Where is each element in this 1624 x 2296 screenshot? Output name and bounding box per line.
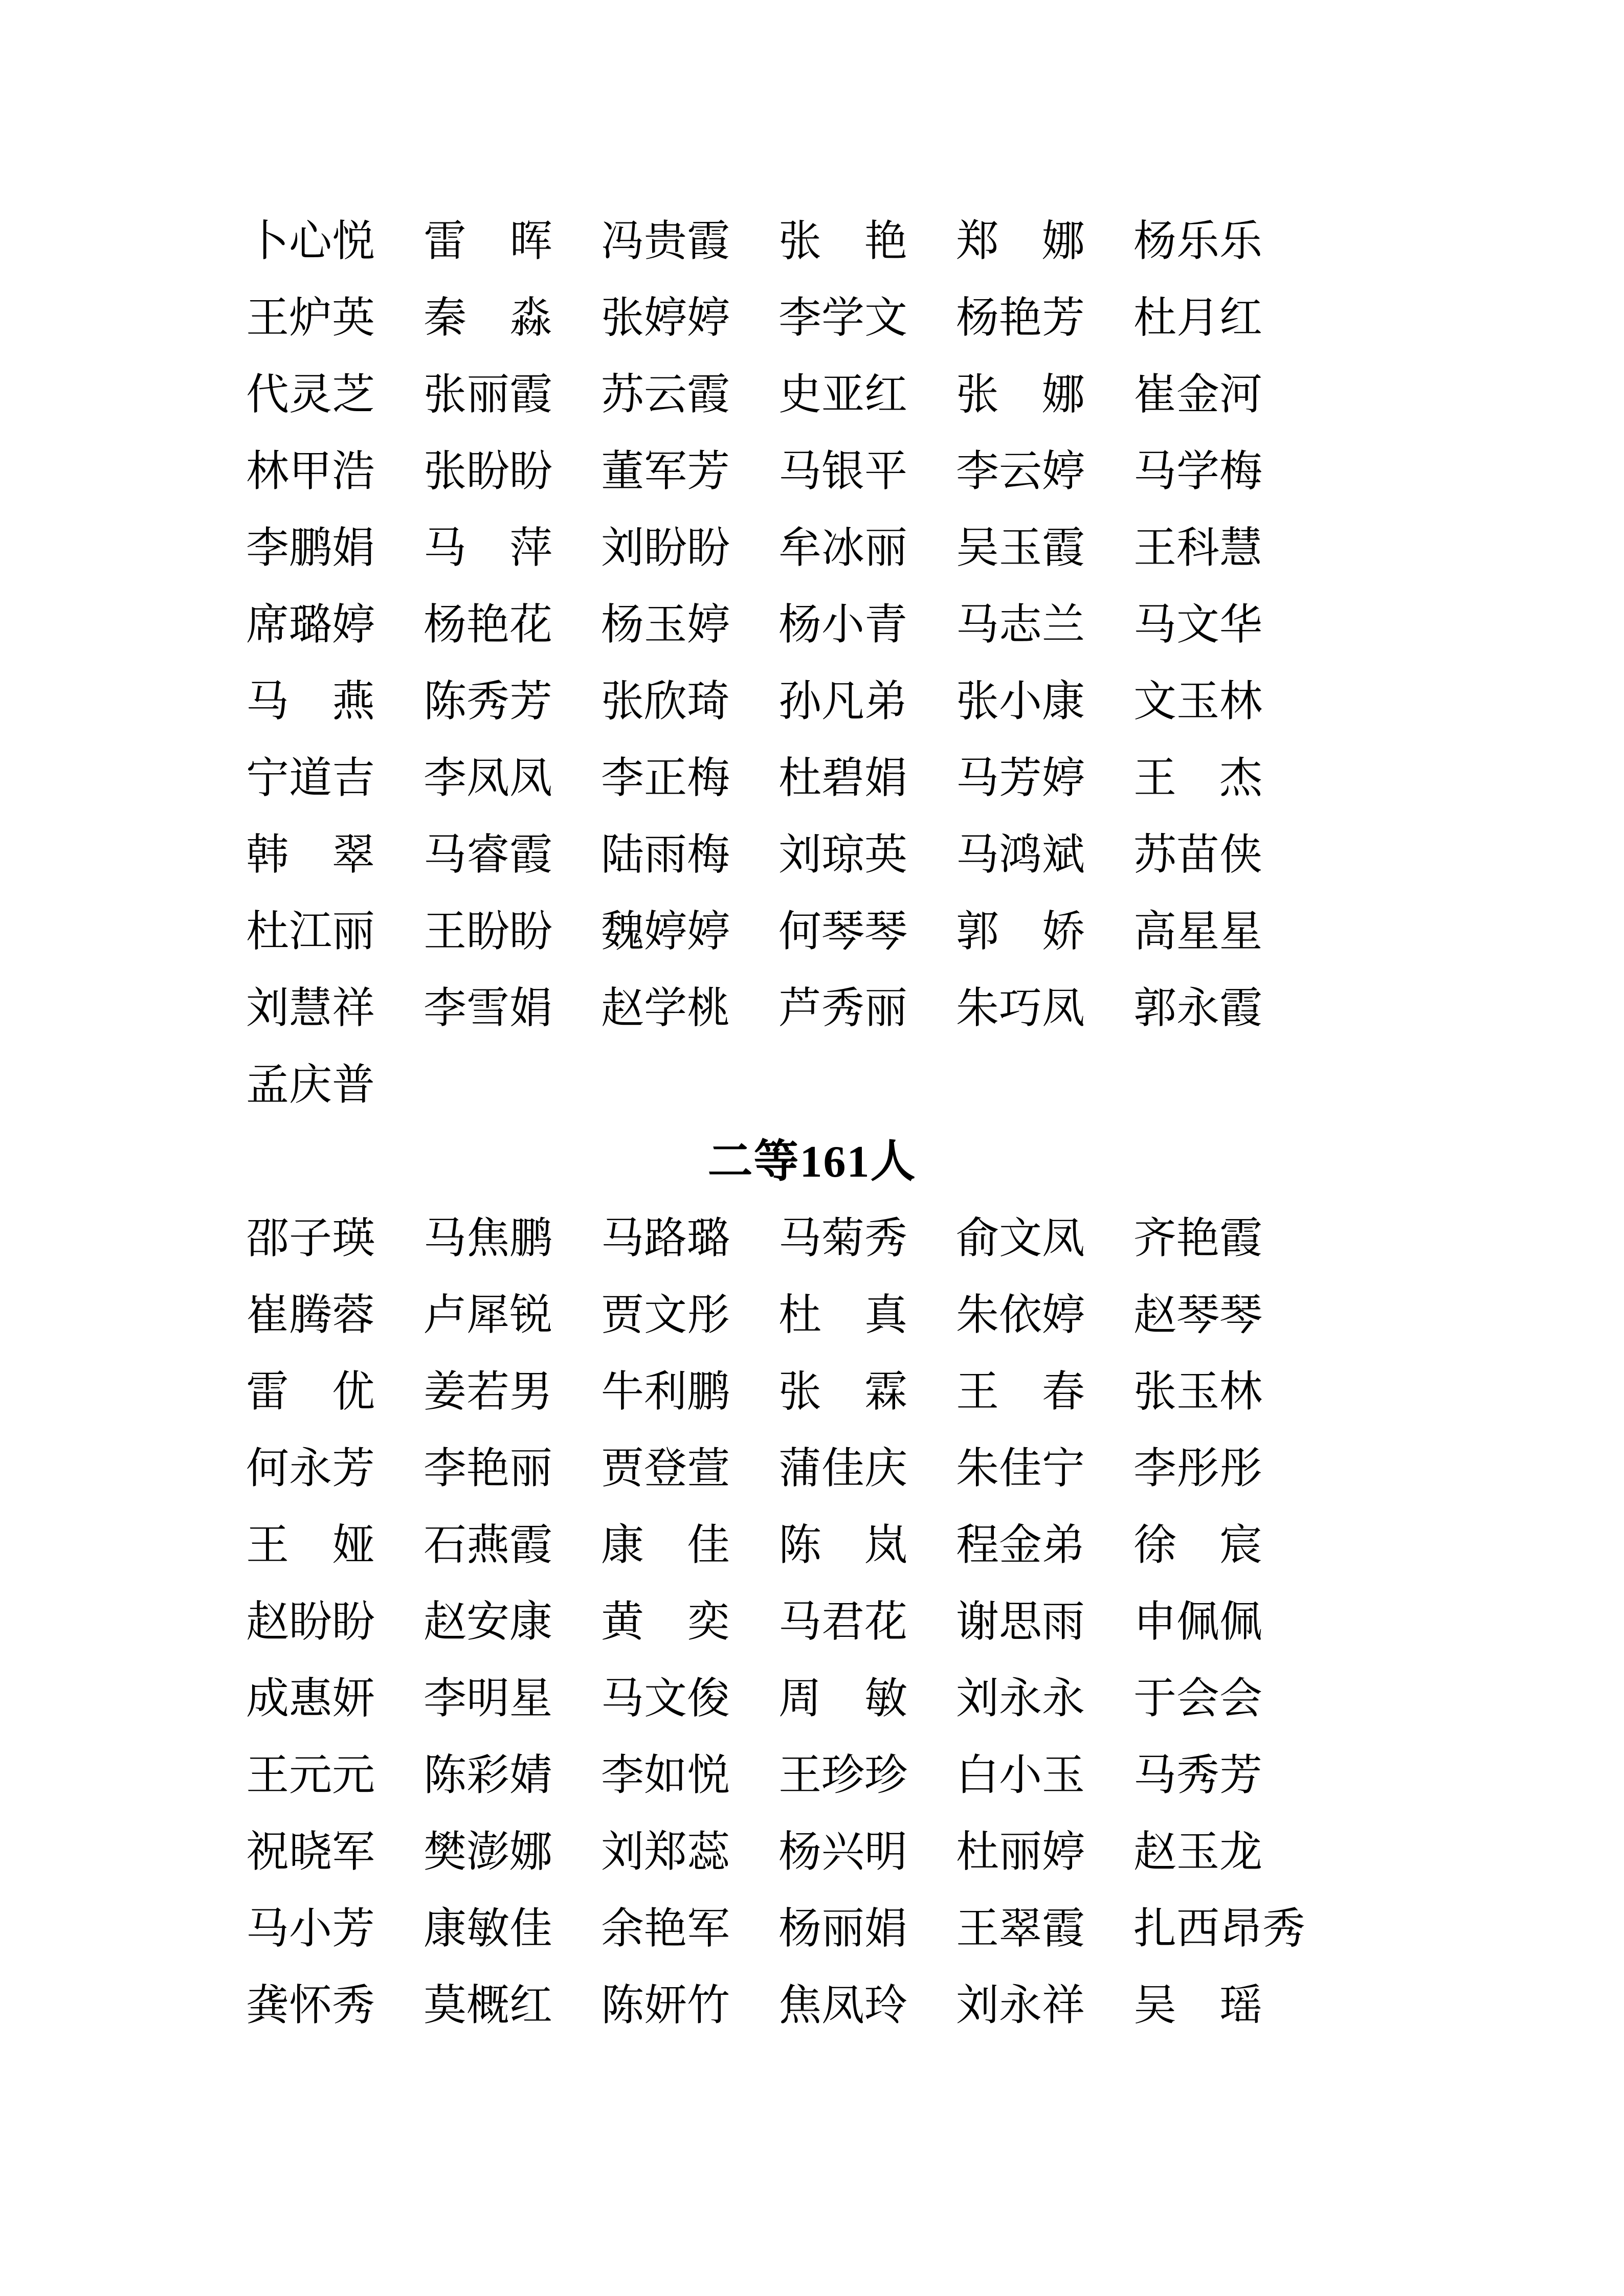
person-name: 李明星 <box>424 1675 553 1723</box>
person-name: 杜丽婷 <box>956 1829 1085 1876</box>
person-name: 魏婷婷 <box>601 908 730 956</box>
person-name: 黄 奕 <box>601 1599 730 1646</box>
person-name: 周 敏 <box>778 1675 908 1723</box>
person-name: 龚怀秀 <box>246 1982 375 2030</box>
person-name: 陈妍竹 <box>601 1982 730 2030</box>
person-name: 秦 淼 <box>424 295 553 342</box>
person-name: 刘琼英 <box>778 831 908 879</box>
name-row <box>246 894 1624 971</box>
person-name: 张 霖 <box>778 1368 908 1416</box>
person-name: 陆雨梅 <box>601 831 730 879</box>
person-name: 史亚红 <box>778 371 908 419</box>
person-name: 李彤彤 <box>1133 1445 1263 1493</box>
person-name: 杨小青 <box>778 601 908 649</box>
person-name: 赵安康 <box>424 1599 553 1646</box>
person-name: 卜心悦 <box>246 218 375 265</box>
person-name: 赵盼盼 <box>246 1599 375 1646</box>
name-row <box>246 280 1624 357</box>
name-row <box>246 1354 1624 1431</box>
person-name: 孟庆普 <box>246 1062 375 1109</box>
person-name: 杜 真 <box>778 1292 908 1339</box>
person-name: 申佩佩 <box>1133 1599 1263 1646</box>
person-name: 苏云霞 <box>601 371 730 419</box>
person-name: 祝晓军 <box>246 1829 375 1876</box>
person-name: 赵琴琴 <box>1133 1292 1263 1339</box>
person-name: 董军芳 <box>601 448 730 496</box>
person-name: 王 杰 <box>1133 755 1263 802</box>
person-name: 马文华 <box>1133 601 1263 649</box>
person-name: 刘永永 <box>956 1675 1085 1723</box>
person-name: 杨艳芳 <box>956 295 1085 342</box>
person-name: 何琴琴 <box>778 908 908 956</box>
name-row <box>246 434 1624 510</box>
person-name: 李鹏娟 <box>246 525 375 572</box>
person-name: 康 佳 <box>601 1522 730 1569</box>
person-name: 韩 翠 <box>246 831 375 879</box>
name-row <box>246 1507 1624 1584</box>
person-name: 牟冰丽 <box>778 525 908 572</box>
name-row <box>246 1968 1624 2044</box>
person-name: 王炉英 <box>246 295 375 342</box>
person-name: 李艳丽 <box>424 1445 553 1493</box>
person-name: 朱佳宁 <box>956 1445 1085 1493</box>
name-row <box>246 1661 1624 1738</box>
person-name: 王珍珍 <box>778 1752 908 1799</box>
person-name: 杨乐乐 <box>1133 218 1263 265</box>
person-name: 徐 宸 <box>1133 1522 1263 1569</box>
person-name: 马菊秀 <box>778 1215 908 1263</box>
person-name: 马 萍 <box>424 525 553 572</box>
person-name: 赵学桃 <box>601 985 730 1032</box>
person-name: 李学文 <box>778 295 908 342</box>
person-name: 张 艳 <box>778 218 908 265</box>
person-name: 宁道吉 <box>246 755 375 802</box>
name-row <box>246 1814 1624 1891</box>
person-name: 牛利鹏 <box>601 1368 730 1416</box>
name-row <box>246 510 1624 587</box>
name-row <box>246 204 1624 280</box>
person-name: 杜江丽 <box>246 908 375 956</box>
person-name: 李凤凤 <box>424 755 553 802</box>
person-name: 马路璐 <box>601 1215 730 1263</box>
person-name: 王盼盼 <box>424 908 553 956</box>
name-row <box>246 1201 1624 1277</box>
person-name: 赵玉龙 <box>1133 1829 1263 1876</box>
name-row <box>246 740 1624 817</box>
person-name: 马志兰 <box>956 601 1085 649</box>
person-name: 张盼盼 <box>424 448 553 496</box>
person-name: 焦凤玲 <box>778 1982 908 2030</box>
person-name: 余艳军 <box>601 1905 730 1953</box>
person-name: 崔腾蓉 <box>246 1292 375 1339</box>
person-name: 王 娅 <box>246 1522 375 1569</box>
person-name: 张丽霞 <box>424 371 553 419</box>
person-name: 李雪娟 <box>424 985 553 1032</box>
person-name: 于会会 <box>1133 1675 1263 1723</box>
person-name: 卢犀锐 <box>424 1292 553 1339</box>
person-name: 白小玉 <box>956 1752 1085 1799</box>
person-name: 刘盼盼 <box>601 525 730 572</box>
person-name: 马小芳 <box>246 1905 375 1953</box>
person-name: 马银平 <box>778 448 908 496</box>
person-name: 刘郑蕊 <box>601 1829 730 1876</box>
person-name: 郑 娜 <box>956 218 1085 265</box>
person-name: 谢思雨 <box>956 1599 1085 1646</box>
person-name: 王科慧 <box>1133 525 1263 572</box>
person-name: 俞文凤 <box>956 1215 1085 1263</box>
person-name: 刘永祥 <box>956 1982 1085 2030</box>
person-name: 杨丽娟 <box>778 1905 908 1953</box>
award-list-bottom <box>0 1201 1624 2044</box>
person-name: 张小康 <box>956 678 1085 726</box>
person-name: 文玉林 <box>1133 678 1263 726</box>
person-name: 吴玉霞 <box>956 525 1085 572</box>
person-name: 刘慧祥 <box>246 985 375 1032</box>
person-name: 扎西昂秀 <box>1133 1905 1306 1953</box>
person-name: 李云婷 <box>956 448 1085 496</box>
person-name: 雷 晖 <box>424 218 553 265</box>
person-name: 代灵芝 <box>246 371 375 419</box>
person-name: 郭 娇 <box>956 908 1085 956</box>
name-row <box>246 1584 1624 1661</box>
person-name: 邵子瑛 <box>246 1215 375 1263</box>
person-name: 席璐婷 <box>246 601 375 649</box>
person-name: 王 春 <box>956 1368 1085 1416</box>
person-name: 马芳婷 <box>956 755 1085 802</box>
person-name: 成惠妍 <box>246 1675 375 1723</box>
person-name: 林甲浩 <box>246 448 375 496</box>
person-name: 齐艳霞 <box>1133 1215 1263 1263</box>
person-name: 李如悦 <box>601 1752 730 1799</box>
name-row <box>246 971 1624 1047</box>
person-name: 王元元 <box>246 1752 375 1799</box>
person-name: 康敏佳 <box>424 1905 553 1953</box>
person-name: 朱依婷 <box>956 1292 1085 1339</box>
person-name: 冯贵霞 <box>601 218 730 265</box>
name-row <box>246 817 1624 894</box>
person-name: 贾登萱 <box>601 1445 730 1493</box>
person-name: 张婷婷 <box>601 295 730 342</box>
person-name: 朱巧凤 <box>956 985 1085 1032</box>
person-name: 李正梅 <box>601 755 730 802</box>
person-name: 张玉林 <box>1133 1368 1263 1416</box>
name-row <box>246 1431 1624 1507</box>
person-name: 莫概红 <box>424 1982 553 2030</box>
person-name: 杨玉婷 <box>601 601 730 649</box>
name-row <box>246 1277 1624 1354</box>
person-name: 马学梅 <box>1133 448 1263 496</box>
person-name: 芦秀丽 <box>778 985 908 1032</box>
person-name: 张 娜 <box>956 371 1085 419</box>
person-name: 樊澎娜 <box>424 1829 553 1876</box>
person-name: 杜碧娟 <box>778 755 908 802</box>
person-name: 崔金河 <box>1133 371 1263 419</box>
person-name: 马秀芳 <box>1133 1752 1263 1799</box>
name-row <box>246 357 1624 434</box>
person-name: 马君花 <box>778 1599 908 1646</box>
person-name: 蒲佳庆 <box>778 1445 908 1493</box>
person-name: 马文俊 <box>601 1675 730 1723</box>
person-name: 马 燕 <box>246 678 375 726</box>
award-list-top <box>0 0 1624 1124</box>
person-name: 姜若男 <box>424 1368 553 1416</box>
person-name: 高星星 <box>1133 908 1263 956</box>
person-name: 马焦鹏 <box>424 1215 553 1263</box>
person-name: 孙凡弟 <box>778 678 908 726</box>
person-name: 杨兴明 <box>778 1829 908 1876</box>
person-name: 陈彩婧 <box>424 1752 553 1799</box>
person-name: 杜月红 <box>1133 295 1263 342</box>
person-name: 石燕霞 <box>424 1522 553 1569</box>
person-name: 何永芳 <box>246 1445 375 1493</box>
person-name: 王翠霞 <box>956 1905 1085 1953</box>
person-name: 苏苗侠 <box>1133 831 1263 879</box>
person-name: 陈秀芳 <box>424 678 553 726</box>
person-name: 张欣琦 <box>601 678 730 726</box>
person-name: 程金弟 <box>956 1522 1085 1569</box>
name-row <box>246 1738 1624 1814</box>
person-name: 吴 瑶 <box>1133 1982 1263 2030</box>
person-name: 郭永霞 <box>1133 985 1263 1032</box>
name-row <box>246 1891 1624 1968</box>
person-name: 雷 优 <box>246 1368 375 1416</box>
section-heading: 二等161人 <box>707 1137 917 1187</box>
name-row <box>246 664 1624 740</box>
person-name: 杨艳花 <box>424 601 553 649</box>
person-name: 马鸿斌 <box>956 831 1085 879</box>
person-name: 马睿霞 <box>424 831 553 879</box>
name-row <box>246 1047 1624 1124</box>
person-name: 陈 岚 <box>778 1522 908 1569</box>
person-name: 贾文彤 <box>601 1292 730 1339</box>
name-row <box>246 587 1624 664</box>
